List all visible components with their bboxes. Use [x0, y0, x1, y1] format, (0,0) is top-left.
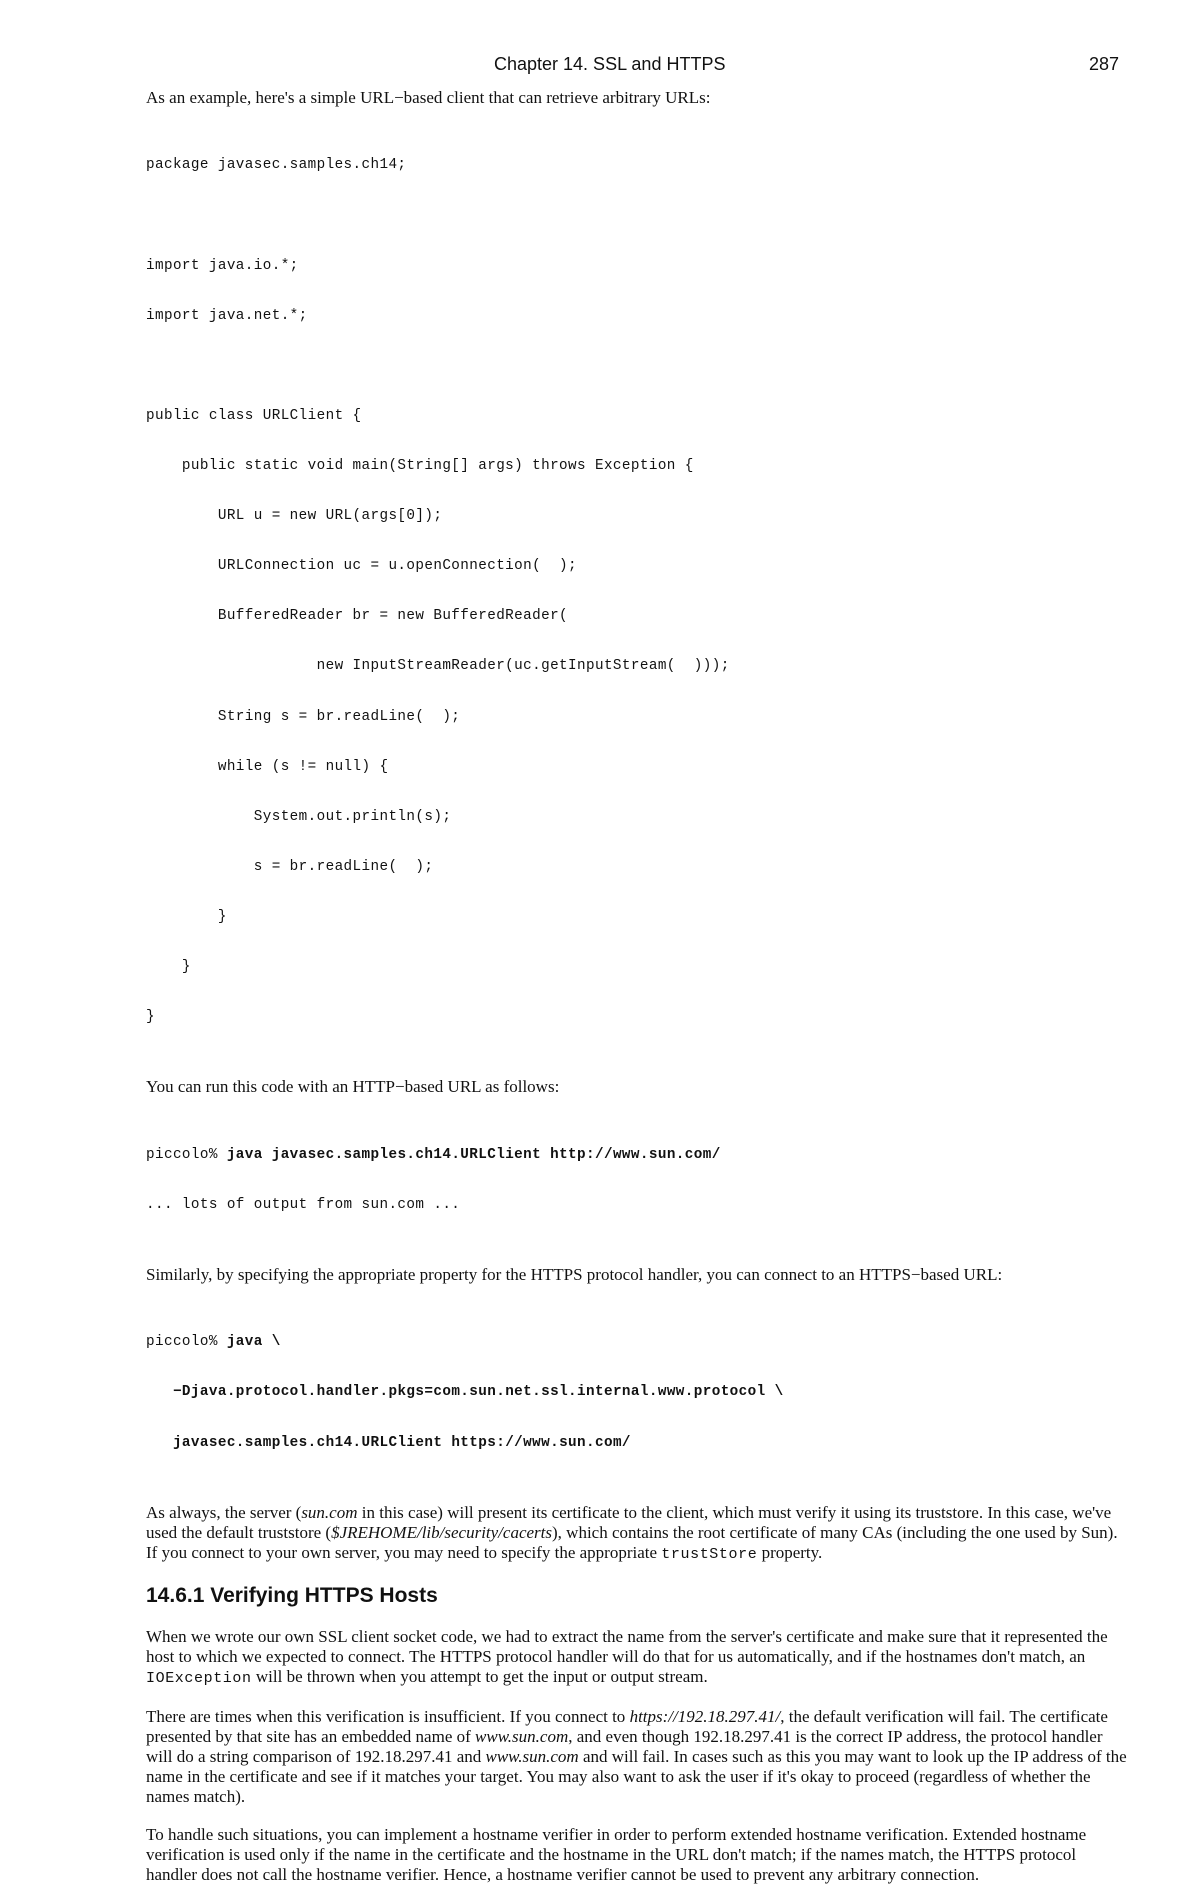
code-line: URL u = new URL(args[0]);: [146, 508, 443, 525]
code-line: BufferedReader br = new BufferedReader(: [146, 608, 569, 625]
inline-code: IOException: [146, 1669, 252, 1687]
run-http-paragraph: You can run this code with an HTTP−based URL as follows:: [146, 1077, 560, 1097]
code-line: String s = br.readLine( );: [146, 708, 461, 725]
code-line: package javasec.samples.ch14;: [146, 157, 407, 174]
insufficient-paragraph: There are times when this verification is insufficient. If you connect to https://192.18.297.41/, the default verification will fail. The certificate presented by that site has an embedded name of www.sun.com, and even though 192.18.297.41 is the correct IP address, the protocol handler will do a string comparison of 192.18.297.41 and www.sun.com and will fail. In cases such as this you may want to look up the IP address of the name in the certificate and see if it matches your target. You may also want to ask the user if it's okay to proceed (regardless of whether the names match).: [146, 1706, 1127, 1806]
inline-code: trustStore: [661, 1545, 758, 1563]
code-line: }: [146, 1009, 155, 1026]
shell-example-http: [146, 1113, 1131, 1247]
run-https-paragraph: Similarly, by specifying the appropriate property for the HTTPS protocol handler, you can connect to an HTTPS−based URL:: [146, 1264, 1003, 1284]
page-number: 287: [1089, 54, 1120, 74]
italic-host: www.sun.com: [475, 1726, 569, 1746]
italic-path: $JREHOME/lib/security/cacerts: [331, 1522, 552, 1542]
intro-paragraph: As an example, here's a simple URL−based client that can retrieve arbitrary URLs:: [146, 88, 711, 107]
running-header: [0, 54, 1200, 78]
code-line: public static void main(String[] args) throws Exception {: [146, 458, 694, 475]
shell-prompt: piccolo%: [146, 1334, 227, 1351]
shell-line: [146, 1435, 1131, 1452]
italic-url: https://192.18.297.41/: [629, 1706, 781, 1726]
section-heading: 14.6.1 Verifying HTTPS Hosts: [146, 1583, 438, 1607]
shell-line: [146, 1334, 1131, 1351]
shell-line: [146, 1147, 1131, 1164]
shell-example-https: [146, 1301, 1131, 1485]
chapter-title: Chapter 14. SSL and HTTPS: [494, 54, 726, 74]
code-line: while (s != null) {: [146, 758, 389, 775]
code-line: }: [146, 959, 191, 976]
code-listing: [146, 124, 1131, 1059]
code-line: import java.net.*;: [146, 307, 308, 324]
code-line: }: [146, 909, 227, 926]
code-line: import java.io.*;: [146, 257, 299, 274]
truststore-paragraph: As always, the server (sun.com in this case) will present its certificate to the client, which must verify it using its truststore. In this case, we've used the default truststore ($JREHOME/lib/security/cacerts), which contains the root certificate of many CAs (including the one used by Sun). If you connect to your own server, you may need to specify the appropriate trustStore property.: [146, 1502, 1118, 1563]
italic-term: sun.com: [301, 1502, 358, 1522]
italic-host: www.sun.com: [485, 1746, 579, 1766]
shell-output: ... lots of output from sun.com ...: [146, 1196, 461, 1213]
code-line: System.out.println(s);: [146, 808, 452, 825]
shell-command: java \: [226, 1334, 281, 1351]
shell-line: [146, 1384, 1131, 1401]
shell-prompt: piccolo%: [146, 1146, 227, 1163]
shell-command: java javasec.samples.ch14.URLClient http://www.sun.com/: [226, 1146, 721, 1163]
code-line: URLConnection uc = u.openConnection( );: [146, 558, 578, 575]
handle-paragraph: To handle such situations, you can implement a hostname verifier in order to perform extended hostname verification. Extended hostname verification is used only if the name in the certificate and the hostname in the URL don't match; if the names match, the HTTPS protocol handler does not call the hostname verifier. Hence, a hostname verifier cannot be used to prevent any arbitrary connection.: [146, 1824, 1087, 1884]
shell-command: −Djava.protocol.handler.pkgs=com.sun.net.ssl.internal.www.protocol \: [172, 1384, 784, 1401]
code-line: s = br.readLine( );: [146, 858, 434, 875]
code-line: public class URLClient {: [146, 407, 362, 424]
shell-command: javasec.samples.ch14.URLClient https://www.sun.com/: [172, 1434, 631, 1451]
page-content: [146, 88, 1131, 1885]
verify-paragraph: When we wrote our own SSL client socket code, we had to extract the name from the server's certificate and make sure that it represented the host to which we expected to connect. The HTTPS protocol handler will do that for us automatically, and if the hostnames don't match, an IOException will be thrown when you attempt to get the input or output stream.: [146, 1626, 1108, 1687]
code-line: new InputStreamReader(uc.getInputStream( )));: [146, 658, 730, 675]
